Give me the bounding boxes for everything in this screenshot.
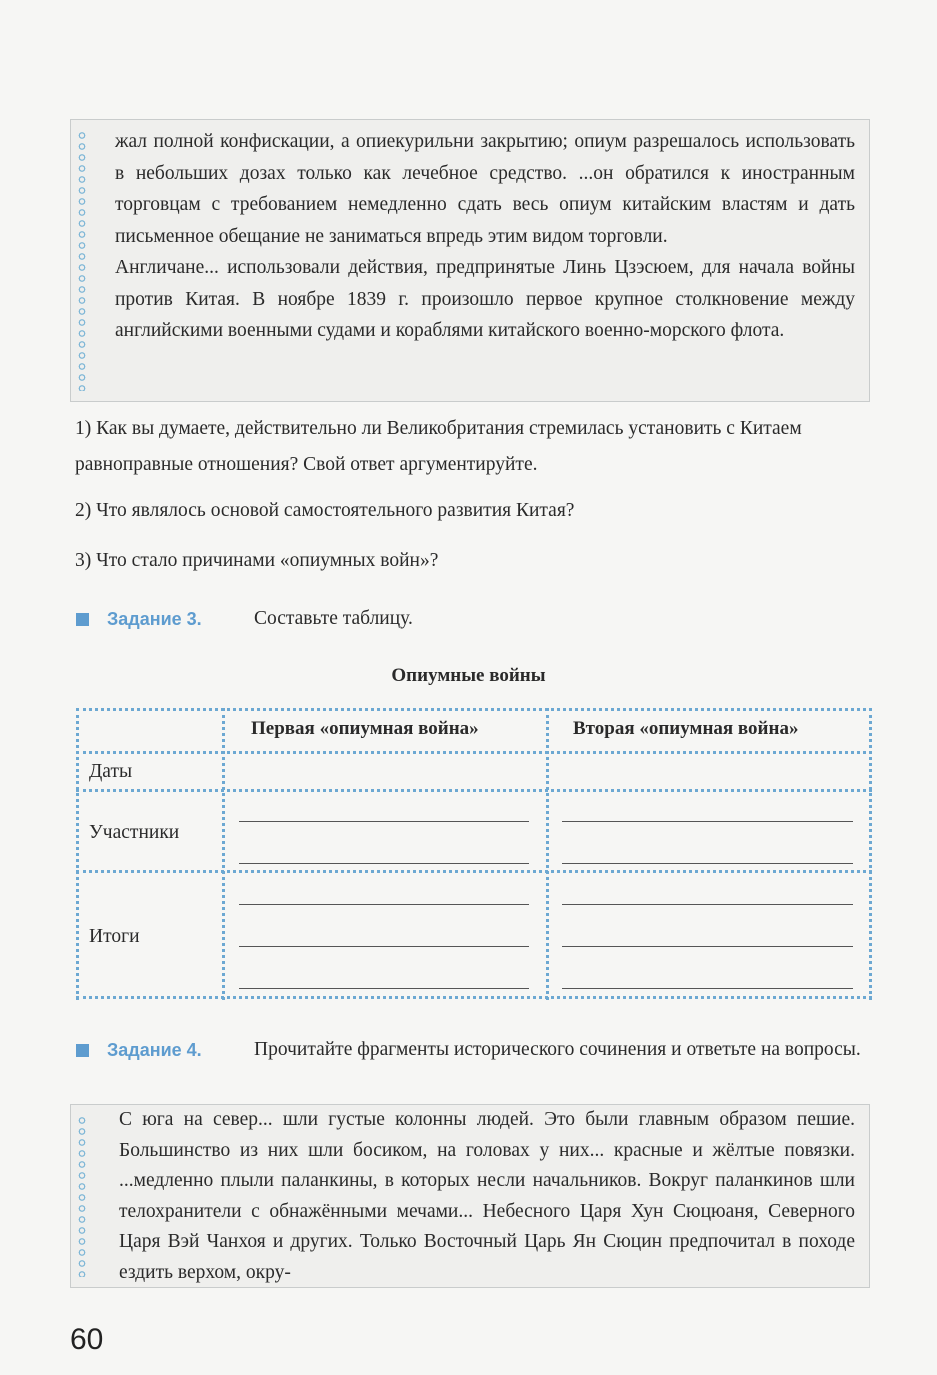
page-number: 60 — [70, 1323, 104, 1356]
table-row-label-participants: Участники — [89, 822, 180, 843]
quote-dotted-strip — [77, 130, 87, 391]
answer-line — [562, 904, 853, 905]
task-square-icon — [76, 1044, 89, 1057]
task-4-text: Прочитайте фрагменты исторического сочинения и ответьте на вопросы. — [254, 1039, 861, 1060]
quote-dotted-strip — [77, 1115, 87, 1277]
answer-line — [562, 946, 853, 947]
question-3: 3) Что стало причинами «опиумных войн»? — [75, 550, 439, 571]
task-4-label: Задание 4. — [107, 1040, 202, 1060]
quote-1-paragraph-2: Англичане... использовали действия, предпринятые Линь Цзэсюем, для начала войны против Китая. В ноябре 1839 г. произошло первое крупное столкновение между английскими военными судами и кораблями китайского военно-морского флота. — [115, 257, 855, 341]
table-row-label-dates: Даты — [89, 761, 133, 782]
answer-line — [562, 863, 853, 864]
task-3-label: Задание 3. — [107, 609, 202, 629]
answer-line — [239, 988, 529, 989]
quote-1-paragraph-1: жал полной конфискации, а опиекурильни закрытию; опиум разрешалось использовать в небольших дозах только как лечебное средство. ...он обратился к иностранным торговцам с требованием немедленно сдать весь опиум китайским властям и дать письменное обещание не заниматься впредь этим видом торговли. — [115, 131, 855, 247]
opium-wars-table — [76, 708, 872, 1000]
answer-line — [239, 821, 529, 822]
table-border-right — [869, 708, 872, 1000]
table-row-divider — [76, 789, 872, 792]
table-border-left — [76, 708, 79, 1000]
quote-box-1 — [70, 119, 870, 402]
task-square-icon — [76, 613, 89, 626]
answer-line — [562, 988, 853, 989]
quote-1-text — [115, 126, 855, 347]
table-border-bottom — [76, 996, 872, 999]
task-3-text: Составьте таблицу. — [254, 608, 413, 629]
table-row-divider — [76, 870, 872, 873]
table-row-divider — [76, 751, 872, 754]
table-border-top — [76, 708, 872, 711]
answer-line — [239, 946, 529, 947]
answer-line — [239, 904, 529, 905]
answer-line — [562, 821, 853, 822]
table-row-label-results: Итоги — [89, 926, 140, 947]
quote-2-text: С юга на север... шли густые колонны людей. Это были главным образом пешие. Большинство из них шли босиком, на головах у них... красные и жёлтые повязки. ...медленно плыли паланкины, в которых несли начальников. Вокруг паланкинов шли телохранители с обнажёнными мечами... Небесного Царя Хун Сюцюаня, Северного Царя Вэй Чанхоя и других. Только Восточный Царь Ян Сюцин предпочитал в походе ездить верхом, окру- — [119, 1109, 855, 1283]
quote-box-2 — [70, 1104, 870, 1288]
task-4 — [76, 1034, 876, 1098]
table-col-divider — [546, 708, 549, 1000]
table-header-second-war: Вторая «опиумная война» — [573, 718, 799, 739]
table-title: Опиумные войны — [391, 665, 546, 686]
answer-line — [239, 863, 529, 864]
task-3 — [76, 603, 876, 635]
question-1: 1) Как вы думаете, действительно ли Великобритания стремилась установить с Китаем равноправные отношения? Свой ответ аргументируйте. — [75, 418, 802, 475]
table-header-first-war: Первая «опиумная война» — [251, 718, 479, 739]
question-2: 2) Что являлось основой самостоятельного развития Китая? — [75, 500, 575, 521]
table-col-divider — [222, 708, 225, 1000]
